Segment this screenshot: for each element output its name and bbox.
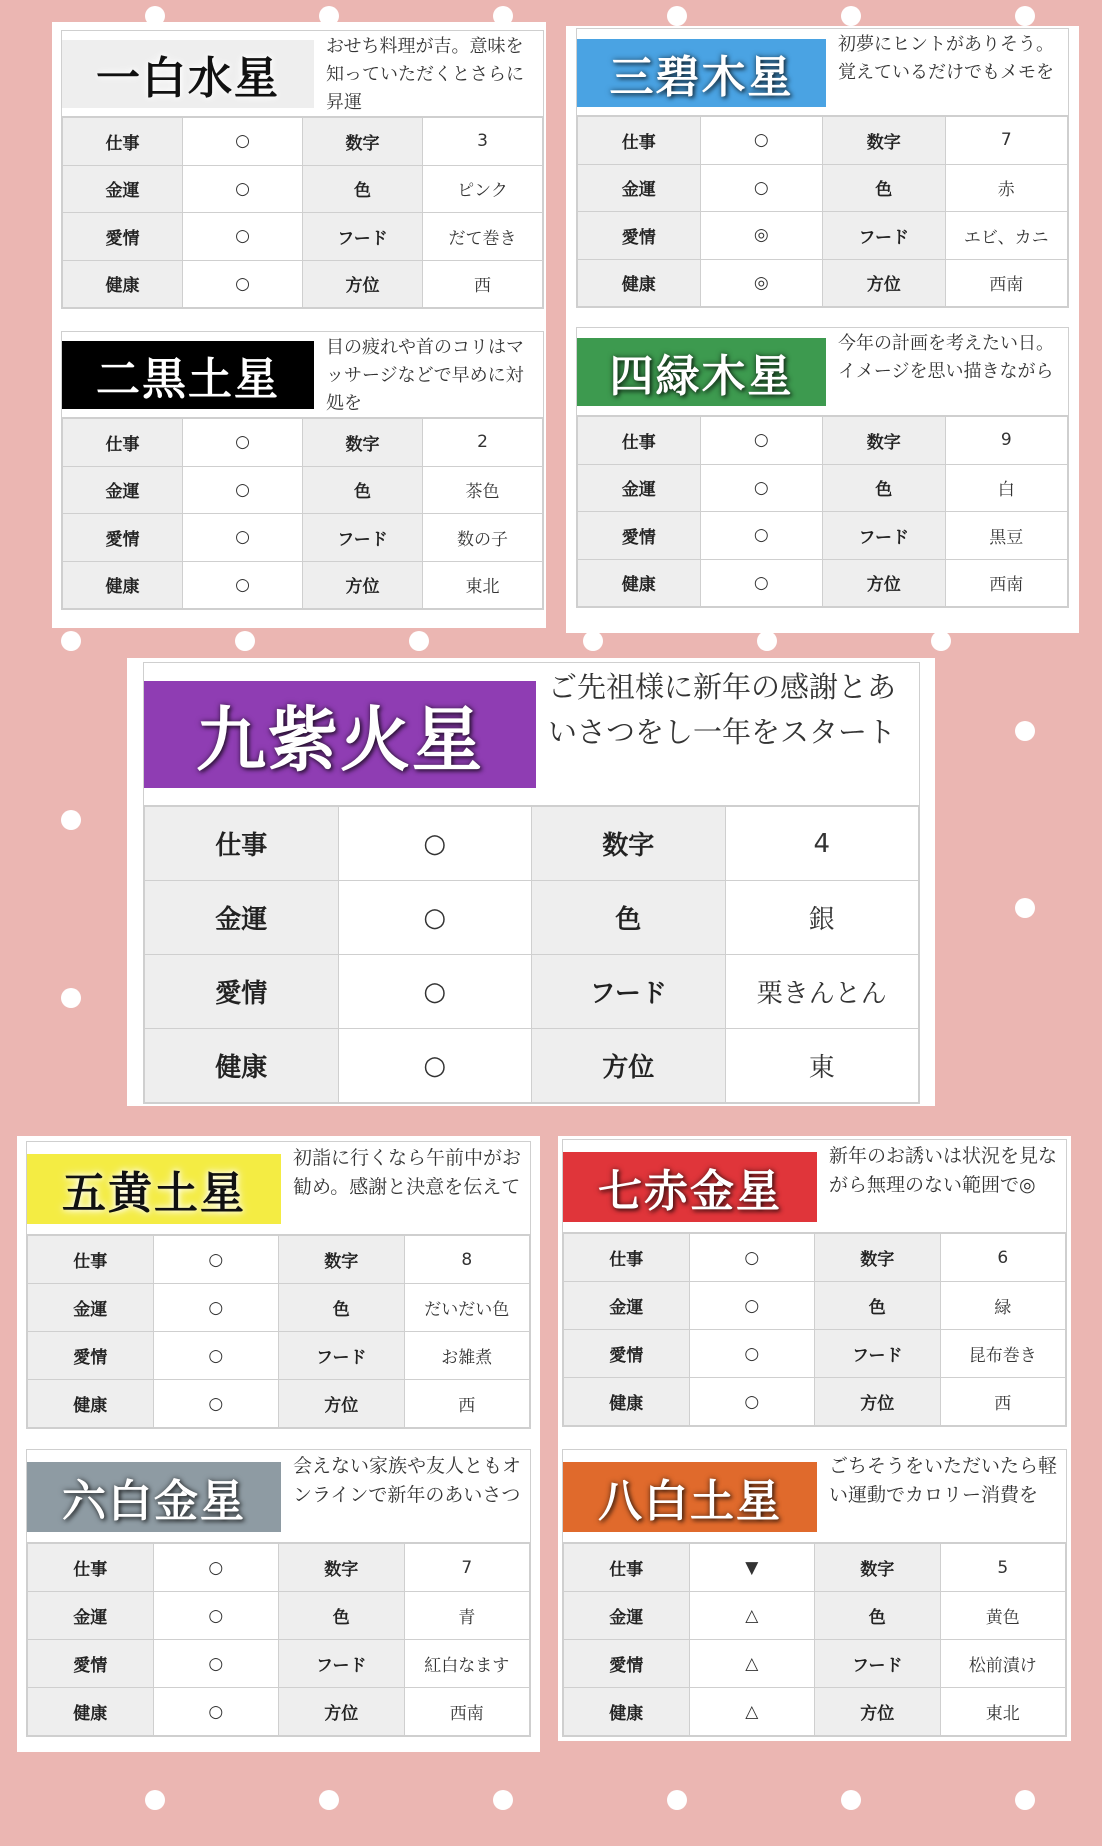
category-label: 愛情 <box>578 212 701 260</box>
attribute-label: 方位 <box>815 1688 941 1736</box>
attribute-label: フード <box>303 213 423 261</box>
attribute-value: 8 <box>404 1236 530 1284</box>
fortune-table <box>577 416 1068 607</box>
fortune-row <box>28 1284 530 1332</box>
attribute-value: 松前漬け <box>940 1640 1066 1688</box>
fortune-mark: ○ <box>338 1029 532 1103</box>
fortune-mark: ○ <box>183 165 303 213</box>
attribute-value: 緑 <box>940 1282 1066 1330</box>
fortune-row <box>63 419 543 467</box>
attribute-value: 黄色 <box>940 1592 1066 1640</box>
category-label: 愛情 <box>28 1640 154 1688</box>
attribute-value: エビ、カニ <box>945 212 1068 260</box>
fortune-row <box>63 213 543 261</box>
attribute-value: 4 <box>725 807 919 881</box>
attribute-label: 色 <box>815 1282 941 1330</box>
fortune-row <box>63 165 543 213</box>
attribute-label: 色 <box>303 466 423 514</box>
attribute-label: 方位 <box>279 1380 405 1428</box>
attribute-value: 数の子 <box>423 514 543 562</box>
attribute-label: 方位 <box>823 559 946 607</box>
star-title: 二黒土星 <box>62 341 314 409</box>
category-label: 金運 <box>145 881 339 955</box>
polka-dot <box>583 631 603 651</box>
attribute-label: フード <box>815 1330 941 1378</box>
attribute-label: 数字 <box>815 1544 941 1592</box>
fortune-mark: ○ <box>153 1544 279 1592</box>
fortune-mark: ○ <box>338 807 532 881</box>
star-title: 五黄土星 <box>27 1154 281 1224</box>
attribute-label: 色 <box>279 1592 405 1640</box>
fortune-mark: ○ <box>183 260 303 308</box>
category-label: 健康 <box>63 260 183 308</box>
fortune-card-goou <box>26 1141 531 1429</box>
attribute-label: フード <box>815 1640 941 1688</box>
polka-dot <box>61 988 81 1008</box>
fortune-row <box>28 1236 530 1284</box>
fortune-row <box>63 260 543 308</box>
fortune-row <box>63 514 543 562</box>
category-label: 仕事 <box>564 1544 690 1592</box>
card-description: 初夢にヒントがありそう。覚えているだけでもメモを <box>838 34 1054 83</box>
fortune-table <box>27 1235 530 1428</box>
fortune-table <box>563 1233 1066 1426</box>
fortune-row <box>63 118 543 166</box>
category-label: 金運 <box>564 1282 690 1330</box>
attribute-label: 色 <box>303 165 423 213</box>
attribute-label: 方位 <box>532 1029 726 1103</box>
fortune-mark: ○ <box>153 1640 279 1688</box>
fortune-mark: ○ <box>183 213 303 261</box>
category-label: 金運 <box>63 165 183 213</box>
card-header <box>62 31 543 117</box>
fortune-row <box>564 1544 1066 1592</box>
category-label: 金運 <box>564 1592 690 1640</box>
attribute-label: フード <box>279 1640 405 1688</box>
attribute-label: フード <box>823 212 946 260</box>
card-header <box>27 1450 530 1543</box>
attribute-label: 色 <box>532 881 726 955</box>
attribute-value: 西南 <box>404 1688 530 1736</box>
attribute-label: フード <box>279 1332 405 1380</box>
attribute-value: 白 <box>945 464 1068 512</box>
fortune-row <box>28 1688 530 1736</box>
fortune-row <box>564 1592 1066 1640</box>
star-title: 九紫火星 <box>144 681 536 788</box>
card-description: 初詣に行くなら午前中がお勧め。感謝と決意を伝えて <box>293 1147 522 1199</box>
attribute-value: 西南 <box>945 259 1068 307</box>
category-label: 愛情 <box>145 955 339 1029</box>
attribute-value: だいだい色 <box>404 1284 530 1332</box>
fortune-mark: ○ <box>700 417 823 465</box>
attribute-value: 東北 <box>940 1688 1066 1736</box>
attribute-label: 数字 <box>815 1234 941 1282</box>
category-label: 金運 <box>578 464 701 512</box>
fortune-mark: ○ <box>700 117 823 165</box>
card-header <box>62 332 543 418</box>
fortune-mark: ○ <box>183 466 303 514</box>
fortune-card-sanpeki <box>576 28 1069 308</box>
fortune-row <box>578 259 1068 307</box>
category-label: 健康 <box>564 1688 690 1736</box>
polka-dot <box>1015 6 1035 26</box>
attribute-label: 方位 <box>303 260 423 308</box>
card-header <box>577 328 1068 416</box>
attribute-label: 数字 <box>823 117 946 165</box>
attribute-label: 色 <box>815 1592 941 1640</box>
category-label: 仕事 <box>28 1236 154 1284</box>
attribute-value: 3 <box>423 118 543 166</box>
fortune-card-kyushi <box>143 662 920 1104</box>
category-label: 仕事 <box>578 117 701 165</box>
category-label: 愛情 <box>564 1330 690 1378</box>
card-header <box>563 1140 1066 1233</box>
attribute-label: 色 <box>823 164 946 212</box>
attribute-label: 数字 <box>279 1544 405 1592</box>
fortune-row <box>578 164 1068 212</box>
fortune-row <box>578 417 1068 465</box>
fortune-mark: ○ <box>338 955 532 1029</box>
card-description: おせち料理が吉。意味を知っていただくとさらに昇運 <box>326 36 524 113</box>
card-header <box>144 663 919 806</box>
fortune-mark: ○ <box>153 1688 279 1736</box>
fortune-mark: ○ <box>338 881 532 955</box>
category-label: 健康 <box>578 259 701 307</box>
fortune-mark: ○ <box>153 1284 279 1332</box>
polka-dot <box>667 1790 687 1810</box>
fortune-mark: △ <box>689 1592 815 1640</box>
star-title: 一白水星 <box>62 40 314 108</box>
attribute-value: 東北 <box>423 561 543 609</box>
fortune-mark: ○ <box>700 464 823 512</box>
attribute-value: 茶色 <box>423 466 543 514</box>
fortune-mark: ◎ <box>700 212 823 260</box>
fortune-row <box>578 464 1068 512</box>
fortune-mark: ○ <box>183 419 303 467</box>
fortune-card-roppaku <box>26 1449 531 1737</box>
attribute-value: 6 <box>940 1234 1066 1282</box>
polka-dot <box>841 6 861 26</box>
attribute-value: お雑煮 <box>404 1332 530 1380</box>
star-title: 四緑木星 <box>577 338 826 406</box>
attribute-value: 黒豆 <box>945 512 1068 560</box>
card-description: 会えない家族や友人ともオンラインで新年のあいさつ <box>293 1455 522 1507</box>
fortune-mark: ○ <box>183 118 303 166</box>
attribute-label: フード <box>532 955 726 1029</box>
polka-dot <box>667 6 687 26</box>
fortune-table <box>62 117 543 308</box>
card-description: 新年のお誘いは状況を見ながら無理のない範囲で◎ <box>829 1145 1058 1197</box>
attribute-value: だて巻き <box>423 213 543 261</box>
fortune-row <box>564 1282 1066 1330</box>
attribute-value: 西 <box>423 260 543 308</box>
fortune-table <box>144 806 919 1103</box>
category-label: 仕事 <box>145 807 339 881</box>
fortune-table <box>577 116 1068 307</box>
fortune-row <box>145 955 919 1029</box>
attribute-value: ピンク <box>423 165 543 213</box>
polka-dot <box>61 810 81 830</box>
attribute-value: 西 <box>404 1380 530 1428</box>
category-label: 金運 <box>578 164 701 212</box>
category-label: 健康 <box>28 1688 154 1736</box>
fortune-mark: ○ <box>153 1332 279 1380</box>
polka-dot <box>757 631 777 651</box>
fortune-table <box>27 1543 530 1736</box>
fortune-card-shichiseki <box>562 1139 1067 1427</box>
fortune-row <box>28 1332 530 1380</box>
category-label: 健康 <box>63 561 183 609</box>
fortune-row <box>145 807 919 881</box>
attribute-label: 方位 <box>823 259 946 307</box>
card-header <box>27 1142 530 1235</box>
fortune-mark: ◎ <box>700 259 823 307</box>
star-title: 八白土星 <box>563 1462 817 1532</box>
fortune-row <box>564 1640 1066 1688</box>
card-description: 目の疲れや首のコリはマッサージなどで早めに対処を <box>326 337 524 414</box>
fortune-row <box>564 1688 1066 1736</box>
fortune-card-happaku <box>562 1449 1067 1737</box>
category-label: 健康 <box>28 1380 154 1428</box>
attribute-value: 2 <box>423 419 543 467</box>
attribute-label: 色 <box>823 464 946 512</box>
polka-dot <box>409 631 429 651</box>
attribute-label: 数字 <box>823 417 946 465</box>
fortune-row <box>578 212 1068 260</box>
fortune-row <box>145 881 919 955</box>
category-label: 仕事 <box>63 118 183 166</box>
fortune-mark: ○ <box>700 512 823 560</box>
polka-dot <box>931 631 951 651</box>
attribute-label: 色 <box>279 1284 405 1332</box>
attribute-label: フード <box>303 514 423 562</box>
fortune-mark: ○ <box>700 164 823 212</box>
fortune-mark: ○ <box>689 1234 815 1282</box>
fortune-row <box>578 559 1068 607</box>
fortune-mark: ○ <box>183 561 303 609</box>
fortune-mark: ○ <box>689 1330 815 1378</box>
attribute-value: 西 <box>940 1378 1066 1426</box>
category-label: 健康 <box>145 1029 339 1103</box>
attribute-label: 数字 <box>303 419 423 467</box>
card-description: 今年の計画を考えたい日。イメージを思い描きながら <box>838 333 1054 382</box>
card-header <box>577 29 1068 116</box>
fortune-mark: ○ <box>153 1236 279 1284</box>
category-label: 愛情 <box>63 213 183 261</box>
fortune-mark: ○ <box>153 1592 279 1640</box>
category-label: 仕事 <box>564 1234 690 1282</box>
attribute-label: 方位 <box>303 561 423 609</box>
fortune-row <box>564 1330 1066 1378</box>
category-label: 愛情 <box>578 512 701 560</box>
card-description: ごちそうをいただいたら軽い運動でカロリー消費を <box>829 1455 1058 1507</box>
fortune-row <box>564 1234 1066 1282</box>
attribute-label: 数字 <box>279 1236 405 1284</box>
fortune-row <box>28 1380 530 1428</box>
category-label: 金運 <box>28 1284 154 1332</box>
polka-dot <box>319 1790 339 1810</box>
attribute-value: 9 <box>945 417 1068 465</box>
star-title: 三碧木星 <box>577 39 826 107</box>
attribute-value: 7 <box>945 117 1068 165</box>
polka-dot <box>61 631 81 651</box>
fortune-mark: ○ <box>183 514 303 562</box>
category-label: 仕事 <box>28 1544 154 1592</box>
category-label: 仕事 <box>578 417 701 465</box>
category-label: 金運 <box>28 1592 154 1640</box>
fortune-row <box>145 1029 919 1103</box>
attribute-value: 銀 <box>725 881 919 955</box>
fortune-row <box>578 117 1068 165</box>
attribute-label: 方位 <box>815 1378 941 1426</box>
category-label: 愛情 <box>28 1332 154 1380</box>
fortune-mark: ▼ <box>689 1544 815 1592</box>
fortune-mark: ○ <box>689 1282 815 1330</box>
attribute-value: 5 <box>940 1544 1066 1592</box>
attribute-label: 数字 <box>303 118 423 166</box>
star-title: 六白金星 <box>27 1462 281 1532</box>
category-label: 健康 <box>578 559 701 607</box>
polka-dot <box>1015 721 1035 741</box>
fortune-row <box>63 466 543 514</box>
fortune-row <box>63 561 543 609</box>
fortune-card-shiroku <box>576 327 1069 608</box>
fortune-table <box>563 1543 1066 1736</box>
attribute-label: 数字 <box>532 807 726 881</box>
attribute-value: 昆布巻き <box>940 1330 1066 1378</box>
card-header <box>563 1450 1066 1543</box>
fortune-row <box>28 1640 530 1688</box>
attribute-label: 方位 <box>279 1688 405 1736</box>
attribute-value: 7 <box>404 1544 530 1592</box>
attribute-value: 栗きんとん <box>725 955 919 1029</box>
attribute-value: 赤 <box>945 164 1068 212</box>
polka-dot <box>493 1790 513 1810</box>
polka-dot <box>145 1790 165 1810</box>
fortune-card-ippaku <box>61 30 544 309</box>
attribute-value: 青 <box>404 1592 530 1640</box>
category-label: 愛情 <box>564 1640 690 1688</box>
fortune-row <box>28 1592 530 1640</box>
card-description: ご先祖様に新年の感謝とあいさつをし一年をスタート <box>548 670 897 749</box>
fortune-row <box>564 1378 1066 1426</box>
attribute-value: 西南 <box>945 559 1068 607</box>
fortune-mark: △ <box>689 1640 815 1688</box>
polka-dot <box>1015 1790 1035 1810</box>
fortune-mark: ○ <box>153 1380 279 1428</box>
fortune-table <box>62 418 543 609</box>
category-label: 金運 <box>63 466 183 514</box>
polka-dot <box>841 1790 861 1810</box>
polka-dot <box>235 631 255 651</box>
fortune-row <box>28 1544 530 1592</box>
fortune-mark: ○ <box>689 1378 815 1426</box>
fortune-card-jikoku <box>61 331 544 610</box>
category-label: 愛情 <box>63 514 183 562</box>
attribute-label: フード <box>823 512 946 560</box>
attribute-value: 東 <box>725 1029 919 1103</box>
fortune-mark: △ <box>689 1688 815 1736</box>
fortune-mark: ○ <box>700 559 823 607</box>
polka-dot <box>1015 898 1035 918</box>
attribute-value: 紅白なます <box>404 1640 530 1688</box>
star-title: 七赤金星 <box>563 1152 817 1222</box>
category-label: 健康 <box>564 1378 690 1426</box>
category-label: 仕事 <box>63 419 183 467</box>
fortune-row <box>578 512 1068 560</box>
